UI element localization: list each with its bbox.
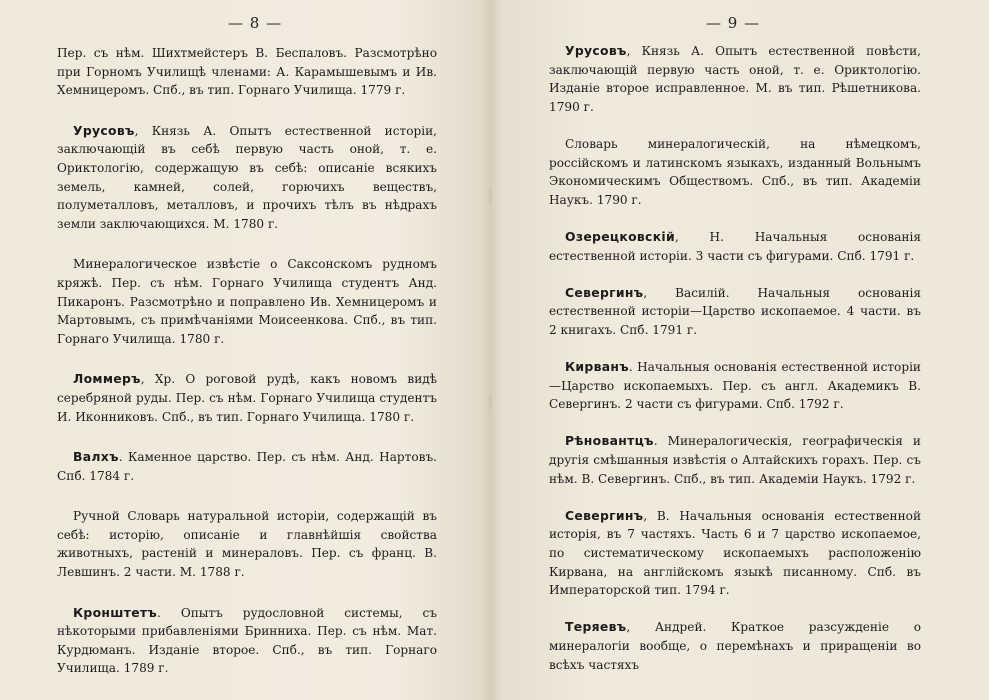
bibliography-entry: [549, 507, 921, 600]
entry-text: Словарь минералогическій, на нѣмецкомъ, россійскомъ и латинскомъ языкахъ, изданный Вольнымъ Экономическимъ Обществомъ. Спб., въ тип. Академіи Наукъ. 1790 г.: [549, 136, 921, 207]
entry-author: Рѣновантцъ: [565, 433, 654, 449]
entry-text: . Опытъ рудословной системы, съ нѣкоторыми прибавленіями Бринниха. Пер. съ нѣм. Мат. Курдюманъ. Изданіе второе. Спб., въ тип. Горнаго Училища. 1789 г.: [57, 605, 437, 676]
entry-text: , В. Начальныя основанія естественной исторія, въ 7 частяхъ. Часть 6 и 7 царство ископаемое, по систематическому ископаемыхъ расположенію Кирвана, на англійскомъ языкѣ писанному. Спб. въ Императорской тип. 1794 г.: [549, 508, 921, 598]
entry-text: . Начальныя основанія естественной исторіи—Царство ископаемыхъ. Пер. съ англ. Академикъ В. Севергинъ. 2 части съ фигурами. Спб. 1792 г.: [549, 360, 921, 412]
entry-text: Ручной Словарь натуральной исторіи, содержащій въ себѣ: исторію, описаніе и главнѣйшія свойства животныхъ, растеній и минераловъ. Пер. съ франц. В. Левшинъ. 2 части. М. 1788 г.: [57, 509, 437, 580]
bibliography-entry: [57, 255, 437, 348]
bibliography-entry: [57, 370, 437, 426]
entry-text: . Минералогическія, географическія и другія смѣшанныя извѣстія о Алтайскихъ горахъ. Пер. съ нѣм. В. Севергинъ. Спб., въ тип. Академіи Наукъ. 1792 г.: [549, 434, 921, 486]
entry-text: , Князь А. Опытъ естественной повѣсти, заключающій первую часть оной, т. е. Ориктологію. Изданіе второе исправленное. М. въ тип. Рѣшетникова. 1790 г.: [549, 44, 921, 114]
entry-text: , Андрей. Краткое разсужденіе о минералогіи вообще, о перемѣнахъ и приращеніи во всѣхъ частяхъ: [549, 620, 921, 672]
bibliography-entry: [549, 284, 921, 340]
page-number: — 8 —: [228, 14, 283, 32]
entry-author: Кирванъ: [565, 359, 629, 375]
entry-text: . Каменное царство. Пер. съ нѣм. Анд. Нартовъ. Спб. 1784 г.: [57, 450, 437, 483]
left-page: [0, 0, 494, 700]
entry-author: Севергинъ: [565, 507, 644, 523]
bibliography-entry: [549, 42, 921, 116]
bibliography-list: [549, 42, 921, 693]
bibliography-entry: [549, 358, 921, 414]
bibliography-entry: [57, 448, 437, 485]
entry-author: Озерецковскій: [565, 228, 675, 244]
entry-author: Кронштетъ: [73, 604, 158, 620]
bibliography-entry: [549, 135, 921, 209]
entry-author: Севергинъ: [565, 284, 644, 300]
entry-author: Урусовъ: [565, 43, 627, 58]
entry-author: Валхъ: [73, 449, 119, 465]
entry-text: , Хр. О роговой рудѣ, какъ новомъ видѣ серебряной руды. Пер. съ нѣм. Горнаго Училища студентъ И. Иконниковъ. Спб., въ тип. Горнаго Училища. 1780 г.: [57, 372, 437, 424]
right-page: [494, 0, 989, 700]
entry-text: , Н. Начальныя основанія естественной исторіи. 3 части съ фигурами. Спб. 1791 г.: [549, 229, 921, 263]
entry-text: , Василій. Начальныя основанія естественной исторіи—Царство ископаемое. 4 части. въ 2 книгахъ. Спб. 1791 г.: [549, 285, 921, 337]
binding-stitch: [489, 395, 492, 409]
page-number: — 9 —: [706, 14, 761, 32]
bibliography-entry: [57, 604, 437, 678]
bibliography-entry: [549, 228, 921, 265]
entry-text: Пер. съ нѣм. Шихтмейстеръ В. Беспаловъ. Разсмотрѣно при Горномъ Училищѣ членами: А. Карамышевымъ и Ив. Хемницеромъ. Спб., въ тип. Горнаго Училища. 1779 г.: [57, 46, 437, 98]
entry-author: Теряевъ: [565, 619, 627, 635]
bibliography-entry: [57, 507, 437, 581]
binding-stitch: [489, 190, 492, 204]
bibliography-entry: [57, 122, 437, 234]
entry-author: Урусовъ: [73, 122, 135, 138]
bibliography-entry: [549, 618, 921, 674]
bibliography-list: [57, 44, 437, 700]
entry-text: , Князь А. Опытъ естественной исторіи, заключающій въ себѣ первую часть оной, т. е. Ориктологію, содержащую въ себѣ: описаніе всякихъ земель, камней, солей, горючихъ веществъ, полуметалловъ, металловъ, и прочихъ тѣлъ въ нѣдрахъ земли заключающихся. М. 1780 г.: [57, 123, 437, 231]
entry-author: Ломмеръ: [73, 371, 141, 387]
bibliography-entry: [549, 432, 921, 488]
bibliography-entry: [57, 44, 437, 100]
entry-text: Минералогическое извѣстіе о Саксонскомъ рудномъ кряжѣ. Пер. съ нѣм. Горнаго Училища студентъ Анд. Пикаронъ. Разсмотрѣно и поправлено Ив. Хемницеромъ и Мартовымъ, съ примѣчаніями Моисеенкова. Спб., въ тип. Горнаго Училища. 1780 г.: [57, 257, 437, 346]
